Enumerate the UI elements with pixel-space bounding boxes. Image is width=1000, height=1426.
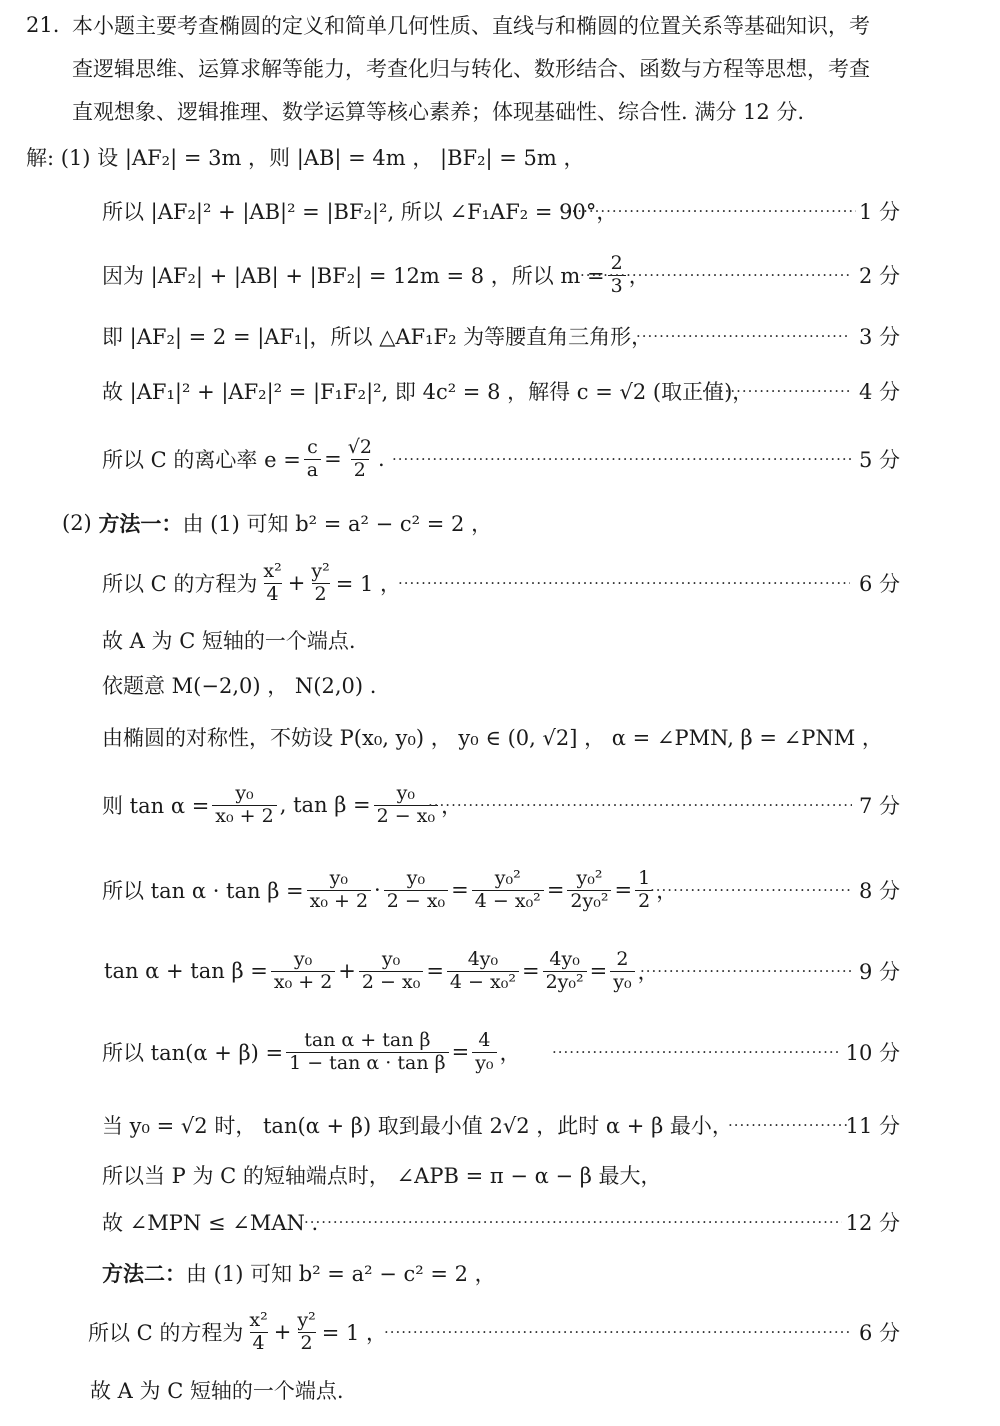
method2-line-1 — [0, 1253, 1000, 1293]
text-segment: = — [589, 959, 608, 983]
part1-line-2 — [0, 191, 1000, 231]
part2-line-12 — [0, 1202, 1000, 1242]
fraction — [567, 866, 611, 912]
part2-text-9 — [102, 1028, 521, 1074]
numerator: y² — [297, 1308, 316, 1331]
denominator: 4 — [264, 583, 282, 605]
part2-text-10: 当 y₀ = √2 时， tan(α + β) 取到最小值 2√2 ，此时 α + β 最小， — [102, 1114, 733, 1138]
text-segment: 由 (1) 可知 b² = a² − c² = 2 ， — [186, 1262, 496, 1286]
part2-line-8 — [0, 947, 1000, 993]
text-segment: = — [324, 447, 342, 471]
text-segment: 所以 C 的方程为 — [88, 1321, 244, 1345]
part2-line-11 — [0, 1155, 1000, 1195]
fraction-root2-over-2 — [345, 435, 375, 481]
dot-leader — [304, 1202, 842, 1242]
text-segment: 所以 tan α · tan β = — [102, 879, 304, 903]
fraction — [359, 947, 423, 993]
denominator: x₀ + 2 — [271, 971, 335, 993]
text-segment: = 1 ， — [321, 1321, 388, 1345]
text-segment: = — [451, 1040, 470, 1064]
method2-line-3 — [0, 1370, 1000, 1410]
text-segment: ， — [628, 264, 650, 288]
denominator: 2 — [635, 890, 653, 912]
numerator: y₀ — [381, 947, 401, 970]
part1-line-3 — [0, 251, 1000, 297]
part1-line-1 — [0, 137, 1000, 177]
numerator: 4y₀ — [467, 947, 499, 970]
fraction — [212, 781, 276, 827]
numerator: y₀ — [329, 866, 349, 889]
denominator: y₀ — [610, 971, 634, 993]
denominator: 2 — [298, 1332, 316, 1354]
fraction — [472, 1028, 496, 1074]
part1-text-1: 解: (1) 设 |AF₂| = 3m ，则 |AB| = 4m ， |BF₂| = 5m ， — [26, 146, 585, 170]
fraction — [384, 866, 448, 912]
denominator: 4 − x₀² — [447, 971, 519, 993]
score-9: 9 分 — [858, 960, 900, 984]
denominator: a — [304, 459, 321, 481]
denominator: 2 − x₀ — [359, 971, 423, 993]
method2-text-3: 故 A 为 C 短轴的一个端点. — [90, 1379, 344, 1403]
fraction — [543, 947, 587, 993]
text-segment: = — [451, 878, 469, 902]
denominator: y₀ — [472, 1052, 496, 1074]
numerator: y₀² — [576, 866, 603, 889]
method1-heading: 方法一： — [98, 511, 183, 536]
score-8: 8 分 — [858, 879, 900, 903]
text-segment: = — [614, 878, 633, 902]
text-segment: 则 tan α = — [102, 794, 210, 818]
fraction — [308, 559, 332, 605]
text-segment: 由 (1) 可知 b² = a² − c² = 2 ， — [182, 512, 493, 536]
intro-line-2 — [0, 48, 1000, 88]
numerator: y₀ — [235, 781, 254, 804]
denominator: 2 − x₀ — [374, 805, 438, 827]
numerator: 2 — [610, 251, 623, 274]
numerator: 4y₀ — [549, 947, 580, 970]
score-11: 11 分 — [845, 1114, 900, 1138]
fraction — [294, 1308, 318, 1354]
part2-line-5 — [0, 717, 1000, 757]
denominator: 4 − x₀² — [472, 890, 544, 912]
intro-text-2: 查逻辑思维、运算求解等能力，考查化归与转化、数形结合、函数与方程等思想，考查 — [72, 57, 870, 81]
text-segment: = — [546, 878, 565, 902]
fraction — [260, 559, 284, 605]
intro-line-1 — [0, 5, 1000, 45]
score-5: 5 分 — [858, 448, 900, 472]
numerator: 1 — [638, 866, 651, 889]
denominator: 2 — [351, 459, 369, 481]
score-4: 4 分 — [858, 380, 900, 404]
intro-text-3: 直观想象、逻辑推理、数学运算等核心素养；体现基础性、综合性. 满分 12 分. — [72, 100, 805, 124]
part2-text-7 — [102, 866, 678, 912]
dot-leader — [398, 563, 850, 603]
part1-line-4 — [0, 316, 1000, 356]
score-3: 3 分 — [858, 325, 900, 349]
fraction — [472, 866, 544, 912]
dot-leader — [637, 951, 852, 991]
text-segment: 所以 tan(α + β) = — [102, 1041, 284, 1065]
numerator: √2 — [347, 435, 372, 458]
denominator: 2 − x₀ — [384, 890, 448, 912]
method2-heading: 方法二： — [102, 1261, 186, 1286]
intro-line-3 — [0, 91, 1000, 131]
part2-line-10 — [0, 1105, 1000, 1145]
part2-line-4 — [0, 665, 1000, 705]
part2-text-4: 依题意 M(−2,0) ， N(2,0) . — [102, 674, 377, 698]
part1-line-5 — [0, 371, 1000, 411]
part2-text-6 — [102, 781, 463, 827]
fraction-c-over-a — [304, 435, 321, 481]
numerator: y₀ — [406, 866, 426, 889]
text-segment: = — [426, 959, 444, 983]
denominator: 1 − tan α · tan β — [286, 1052, 449, 1074]
dot-leader — [384, 1312, 850, 1352]
text-segment: (2) — [62, 511, 92, 535]
numerator: tan α + tan β — [304, 1028, 431, 1051]
dot-leader — [728, 1105, 848, 1145]
dot-leader — [636, 316, 850, 356]
part2-line-3 — [0, 620, 1000, 660]
fraction — [246, 1308, 270, 1354]
method2-text-1 — [102, 1253, 496, 1293]
intro-text-1: 本小题主要考查椭圆的定义和简单几何性质、直线与和椭圆的位置关系等基础知识，考 — [72, 14, 870, 38]
fraction — [447, 947, 519, 993]
part2-line-2 — [0, 559, 1000, 605]
score-6-method2: 6 分 — [858, 1321, 900, 1345]
part1-text-3 — [102, 251, 650, 297]
part2-text-12: 故 ∠MPN ≤ ∠MAN . — [102, 1211, 319, 1235]
text-segment: ， — [656, 879, 678, 903]
fraction — [271, 947, 335, 993]
part2-text-1 — [62, 503, 492, 543]
text-segment: + — [287, 571, 306, 595]
text-segment: = — [521, 959, 540, 983]
text-segment: 所以 C 的离心率 e = — [102, 448, 301, 472]
part2-line-9 — [0, 1028, 1000, 1074]
part1-text-4: 即 |AF₂| = 2 = |AF₁|，所以 △AF₁F₂ 为等腰直角三角形， — [102, 325, 653, 349]
numerator: y₀² — [494, 866, 521, 889]
part2-line-1 — [0, 503, 1000, 543]
text-segment: 因为 |AF₂| + |AB| + |BF₂| = 12m = 8 ，所以 m = — [102, 264, 605, 288]
text-segment: tan α + tan β = — [104, 959, 268, 983]
dot-leader — [560, 191, 856, 231]
score-10: 10 分 — [845, 1041, 900, 1065]
part1-text-2: 所以 |AF₂|² + |AB|² = |BF₂|², 所以 ∠F₁AF₂ = 90°， — [102, 200, 618, 224]
fraction — [286, 1028, 449, 1074]
part1-text-5: 故 |AF₁|² + |AF₂|² = |F₁F₂|², 即 4c² = 8 ，解得 c = √2 (取正值)， — [102, 380, 754, 404]
score-2: 2 分 — [858, 264, 900, 288]
text-segment: + — [338, 959, 356, 983]
numerator: 2 — [616, 947, 629, 970]
numerator: x² — [249, 1308, 268, 1331]
part2-text-2 — [102, 559, 402, 605]
score-7: 7 分 — [858, 794, 900, 818]
text-segment: , tan β = — [279, 793, 371, 817]
dot-leader — [650, 870, 852, 910]
text-segment: ， — [637, 960, 659, 984]
score-6: 6 分 — [858, 572, 900, 596]
numerator: 4 — [478, 1028, 491, 1051]
part2-text-5: 由椭圆的对称性，不妨设 P(x₀, y₀) ， y₀ ∈ (0, √2] ， α = ∠PMN, β = ∠PNM ， — [102, 726, 883, 750]
part2-text-3: 故 A 为 C 短轴的一个端点. — [102, 629, 356, 653]
numerator: y² — [311, 559, 330, 582]
method2-text-2 — [88, 1308, 388, 1354]
numerator: y₀ — [396, 781, 416, 804]
dot-leader — [690, 371, 852, 411]
part2-text-11: 所以当 P 为 C 的短轴端点时， ∠APB = π − α − β 最大， — [102, 1164, 662, 1188]
problem-number: 21. — [26, 13, 60, 37]
denominator: 3 — [608, 275, 626, 297]
denominator: x₀ + 2 — [307, 890, 371, 912]
part1-line-6 — [0, 435, 1000, 481]
numerator: y₀ — [293, 947, 313, 970]
numerator: c — [307, 435, 318, 458]
score-1: 1 分 — [858, 200, 900, 224]
text-segment: + — [273, 1320, 292, 1344]
part2-line-7 — [0, 866, 1000, 912]
dot-leader — [428, 785, 852, 825]
denominator: x₀ + 2 — [212, 805, 276, 827]
method2-line-2 — [0, 1308, 1000, 1354]
text-segment: = 1 ， — [335, 572, 402, 596]
denominator: 2y₀² — [567, 890, 611, 912]
numerator: x² — [263, 559, 282, 582]
denominator: 2 — [312, 583, 330, 605]
denominator: 2y₀² — [543, 971, 587, 993]
part2-text-8 — [104, 947, 659, 993]
text-segment: · — [374, 878, 381, 902]
text-segment: ， — [441, 794, 463, 818]
text-segment: . — [377, 447, 385, 471]
dot-leader — [552, 1032, 840, 1072]
part2-line-6 — [0, 781, 1000, 827]
fraction — [610, 947, 634, 993]
part1-text-6 — [102, 435, 385, 481]
text-segment: ， — [499, 1041, 521, 1065]
fraction — [307, 866, 371, 912]
dot-leader — [580, 251, 850, 295]
dot-leader — [392, 439, 852, 479]
score-12: 12 分 — [845, 1211, 900, 1235]
denominator: 4 — [250, 1332, 268, 1354]
text-segment: 所以 C 的方程为 — [102, 572, 258, 596]
